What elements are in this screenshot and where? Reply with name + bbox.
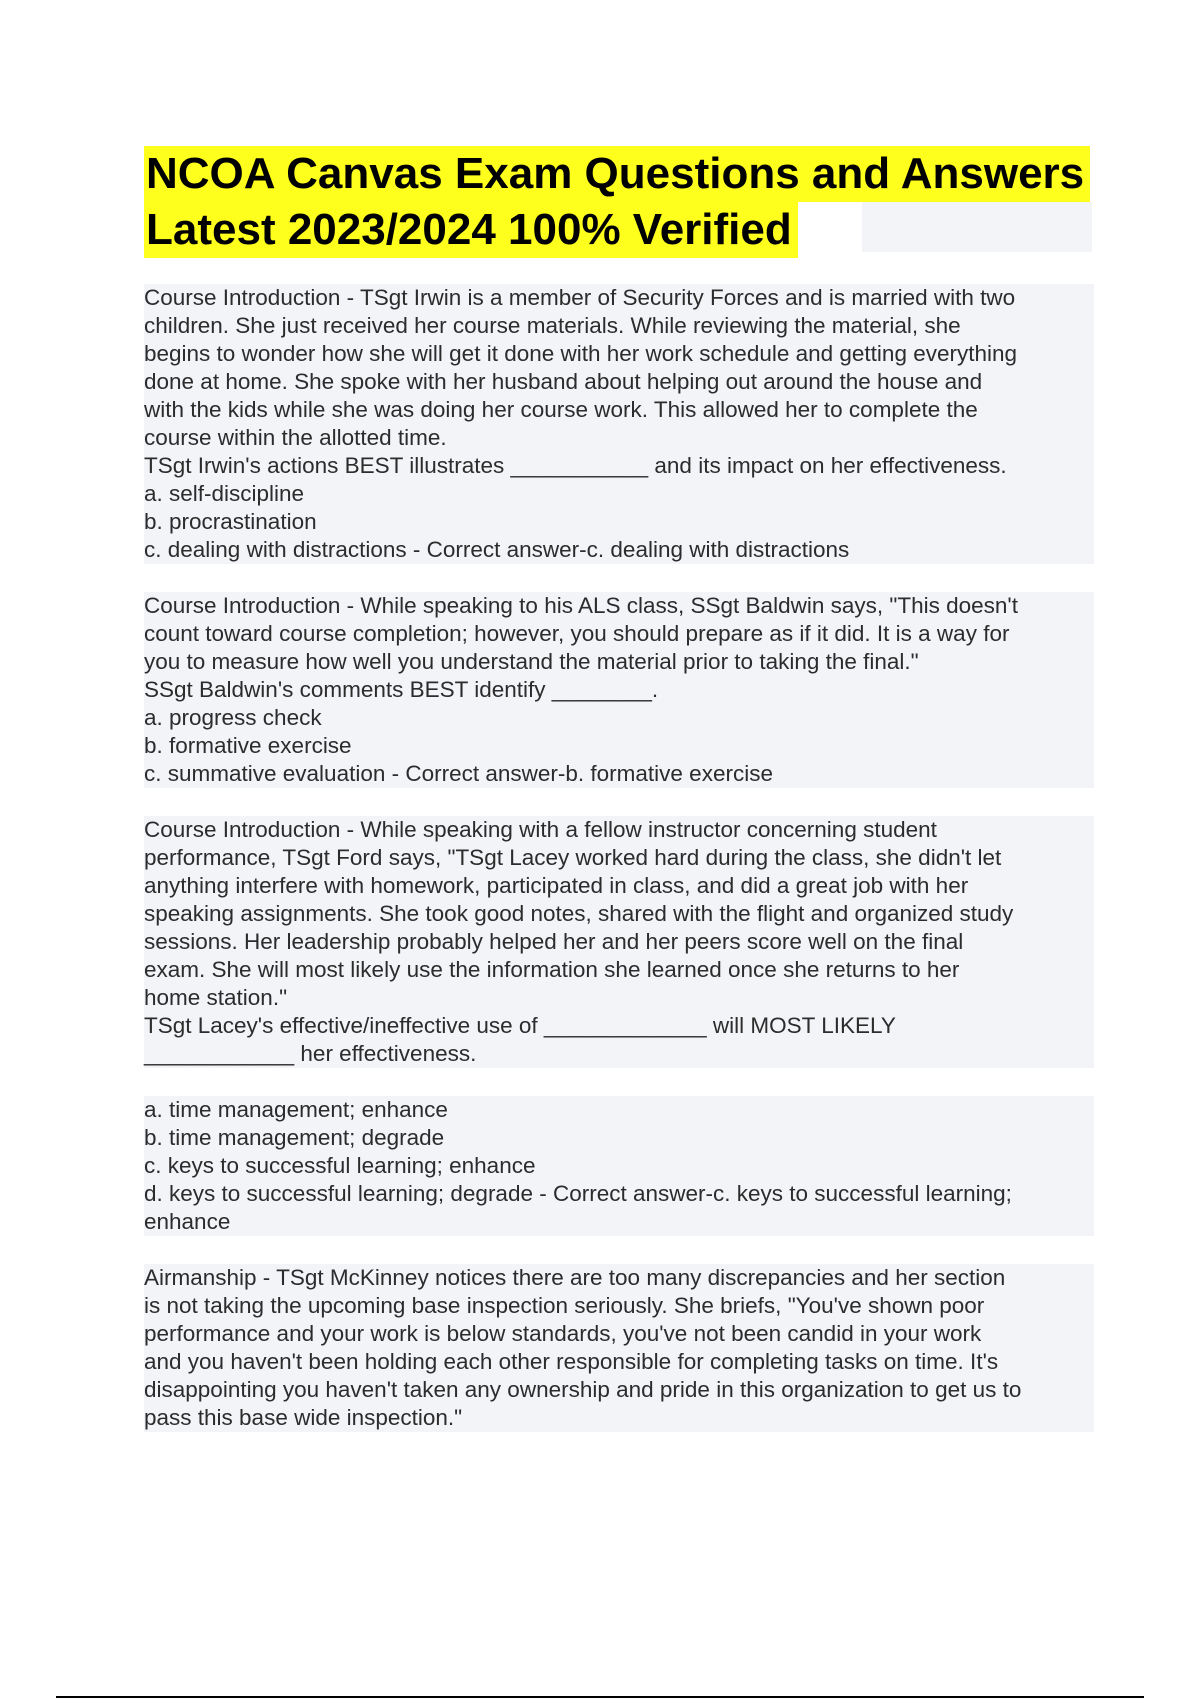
question-prompt: TSgt Irwin's actions BEST illustrates ___________ and its impact on her effectiveness.: [144, 452, 1094, 480]
text-line: Course Introduction - While speaking to his ALS class, SSgt Baldwin says, "This doesn't: [144, 592, 1094, 620]
text-line: anything interfere with homework, participated in class, and did a great job with her: [144, 872, 1094, 900]
text-line: begins to wonder how she will get it done with her work schedule and getting everything: [144, 340, 1094, 368]
text-line: exam. She will most likely use the information she learned once she returns to her: [144, 956, 1094, 984]
text-line: home station.": [144, 984, 1094, 1012]
answer-option-correct: enhance: [144, 1208, 1094, 1236]
text-line: course within the allotted time.: [144, 424, 1094, 452]
text-line: Airmanship - TSgt McKinney notices there are too many discrepancies and her section: [144, 1264, 1094, 1292]
text-line: speaking assignments. She took good notes, shared with the flight and organized study: [144, 900, 1094, 928]
question-prompt: SSgt Baldwin's comments BEST identify ________.: [144, 676, 1094, 704]
text-line: performance, TSgt Ford says, "TSgt Lacey worked hard during the class, she didn't let: [144, 844, 1094, 872]
text-line: and you haven't been holding each other responsible for completing tasks on time. It's: [144, 1348, 1094, 1376]
title-line-1: NCOA Canvas Exam Questions and Answers: [144, 146, 1090, 202]
text-line: done at home. She spoke with her husband about helping out around the house and: [144, 368, 1094, 396]
text-line: you to measure how well you understand the material prior to taking the final.": [144, 648, 1094, 676]
title-line-2: Latest 2023/2024 100% Verified: [144, 202, 798, 258]
answer-option: c. keys to successful learning; enhance: [144, 1152, 1094, 1180]
spacer: [144, 1068, 1094, 1096]
answer-option: b. time management; degrade: [144, 1124, 1094, 1152]
answer-option: a. progress check: [144, 704, 1094, 732]
text-line: sessions. Her leadership probably helped her and her peers score well on the final: [144, 928, 1094, 956]
question-block-2: [144, 592, 1094, 788]
text-line: children. She just received her course materials. While reviewing the material, she: [144, 312, 1094, 340]
question-prompt: TSgt Lacey's effective/ineffective use of _____________ will MOST LIKELY: [144, 1012, 1094, 1040]
text-line: Course Introduction - TSgt Irwin is a member of Security Forces and is married with two: [144, 284, 1094, 312]
document-content: [144, 284, 1094, 1460]
footer-divider: [56, 1696, 1144, 1698]
document-title: [144, 146, 1194, 258]
answer-option: b. procrastination: [144, 508, 1094, 536]
answer-option-correct: c. summative evaluation - Correct answer-b. formative exercise: [144, 760, 1094, 788]
answer-option-correct: d. keys to successful learning; degrade - Correct answer-c. keys to successful learning;: [144, 1180, 1094, 1208]
answer-option: a. time management; enhance: [144, 1096, 1094, 1124]
question-block-1: [144, 284, 1094, 564]
question-block-4: [144, 1264, 1094, 1432]
text-line: with the kids while she was doing her course work. This allowed her to complete the: [144, 396, 1094, 424]
text-line: performance and your work is below standards, you've not been candid in your work: [144, 1320, 1094, 1348]
answer-option-correct: c. dealing with distractions - Correct answer-c. dealing with distractions: [144, 536, 1094, 564]
text-line: Course Introduction - While speaking with a fellow instructor concerning student: [144, 816, 1094, 844]
question-block-3: [144, 816, 1094, 1236]
answer-option: a. self-discipline: [144, 480, 1094, 508]
text-line: disappointing you haven't taken any ownership and pride in this organization to get us to: [144, 1376, 1094, 1404]
text-line: is not taking the upcoming base inspection seriously. She briefs, "You've shown poor: [144, 1292, 1094, 1320]
question-prompt: ____________ her effectiveness.: [144, 1040, 1094, 1068]
answer-option: b. formative exercise: [144, 732, 1094, 760]
text-line: count toward course completion; however, you should prepare as if it did. It is a way for: [144, 620, 1094, 648]
text-line: pass this base wide inspection.": [144, 1404, 1094, 1432]
